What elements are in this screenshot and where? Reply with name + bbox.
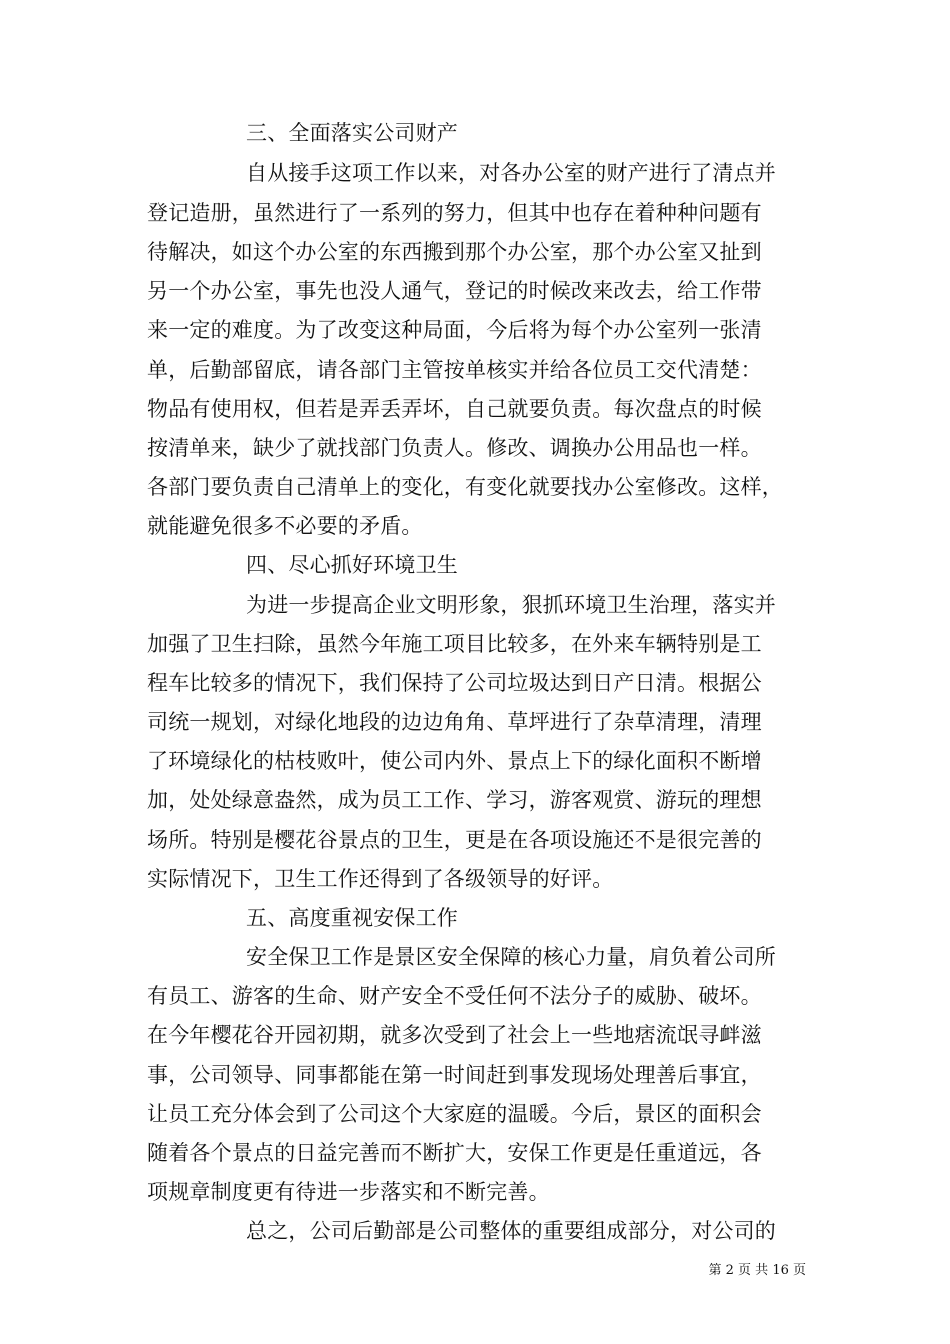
paragraph-line: 场所。特别是樱花谷景点的卫生，更是在各项设施还不是很完善的 [147, 828, 762, 852]
paragraph-line: 项规章制度更有待进一步落实和不断完善。 [147, 1180, 550, 1204]
paragraph-line: 在今年樱花谷开园初期，就多次受到了社会上一些地痞流氓寻衅滋 [147, 1023, 762, 1047]
section-heading-4: 四、尽心抓好环境卫生 [246, 553, 458, 577]
paragraph-line: 加，处处绿意盎然，成为员工工作、学习，游客观赏、游玩的理想 [147, 788, 762, 812]
paragraph-line: 了环境绿化的枯枝败叶，使公司内外、景点上下的绿化面积不断增 [147, 749, 762, 773]
paragraph-line: 就能避免很多不必要的矛盾。 [147, 514, 423, 538]
paragraph-line: 安全保卫工作是景区安全保障的核心力量，肩负着公司所 [246, 945, 776, 969]
paragraph-line: 随着各个景点的日益完善而不断扩大，安保工作更是任重道远，各 [147, 1141, 762, 1165]
paragraph-line: 各部门要负责自己清单上的变化，有变化就要找办公室修改。这样， [147, 475, 783, 499]
paragraph-line: 待解决，如这个办公室的东西搬到那个办公室，那个办公室又扯到 [147, 240, 762, 264]
paragraph-line: 加强了卫生扫除，虽然今年施工项目比较多，在外来车辆特别是工 [147, 632, 762, 656]
paragraph-line: 实际情况下，卫生工作还得到了各级领导的好评。 [147, 867, 614, 891]
paragraph-line: 登记造册，虽然进行了一系列的努力，但其中也存在着种种问题有 [147, 201, 762, 225]
paragraph-line: 自从接手这项工作以来，对各办公室的财产进行了清点并 [246, 161, 776, 185]
paragraph-line: 有员工、游客的生命、财产安全不受任何不法分子的威胁、破坏。 [147, 984, 762, 1008]
section-heading-5: 五、高度重视安保工作 [246, 906, 458, 930]
paragraph-line: 让员工充分体会到了公司这个大家庭的温暖。今后，景区的面积会 [147, 1102, 762, 1126]
paragraph-line: 总之，公司后勤部是公司整体的重要组成部分，对公司的 [246, 1219, 776, 1243]
page-number-footer: 第 2 页 共 16 页 [708, 1263, 806, 1278]
paragraph-line: 来一定的难度。为了改变这种局面，今后将为每个办公室列一张清 [147, 318, 762, 342]
paragraph-line: 事，公司领导、同事都能在第一时间赶到事发现场处理善后事宜， [147, 1063, 762, 1087]
paragraph-line: 司统一规划，对绿化地段的边边角角、草坪进行了杂草清理，清理 [147, 710, 762, 734]
paragraph-line: 程车比较多的情况下，我们保持了公司垃圾达到日产日清。根据公 [147, 671, 762, 695]
paragraph-line: 按清单来，缺少了就找部门负责人。修改、调换办公用品也一样。 [147, 436, 762, 460]
paragraph-line: 物品有使用权，但若是弄丢弄坏，自己就要负责。每次盘点的时候 [147, 397, 762, 421]
paragraph-line: 为进一步提高企业文明形象，狠抓环境卫生治理，落实并 [246, 593, 776, 617]
paragraph-line: 单，后勤部留底，请各部门主管按单核实并给各位员工交代清楚： [147, 358, 762, 382]
paragraph-line: 另一个办公室，事先也没人通气，登记的时候改来改去，给工作带 [147, 279, 762, 303]
section-heading-3: 三、全面落实公司财产 [246, 121, 458, 145]
